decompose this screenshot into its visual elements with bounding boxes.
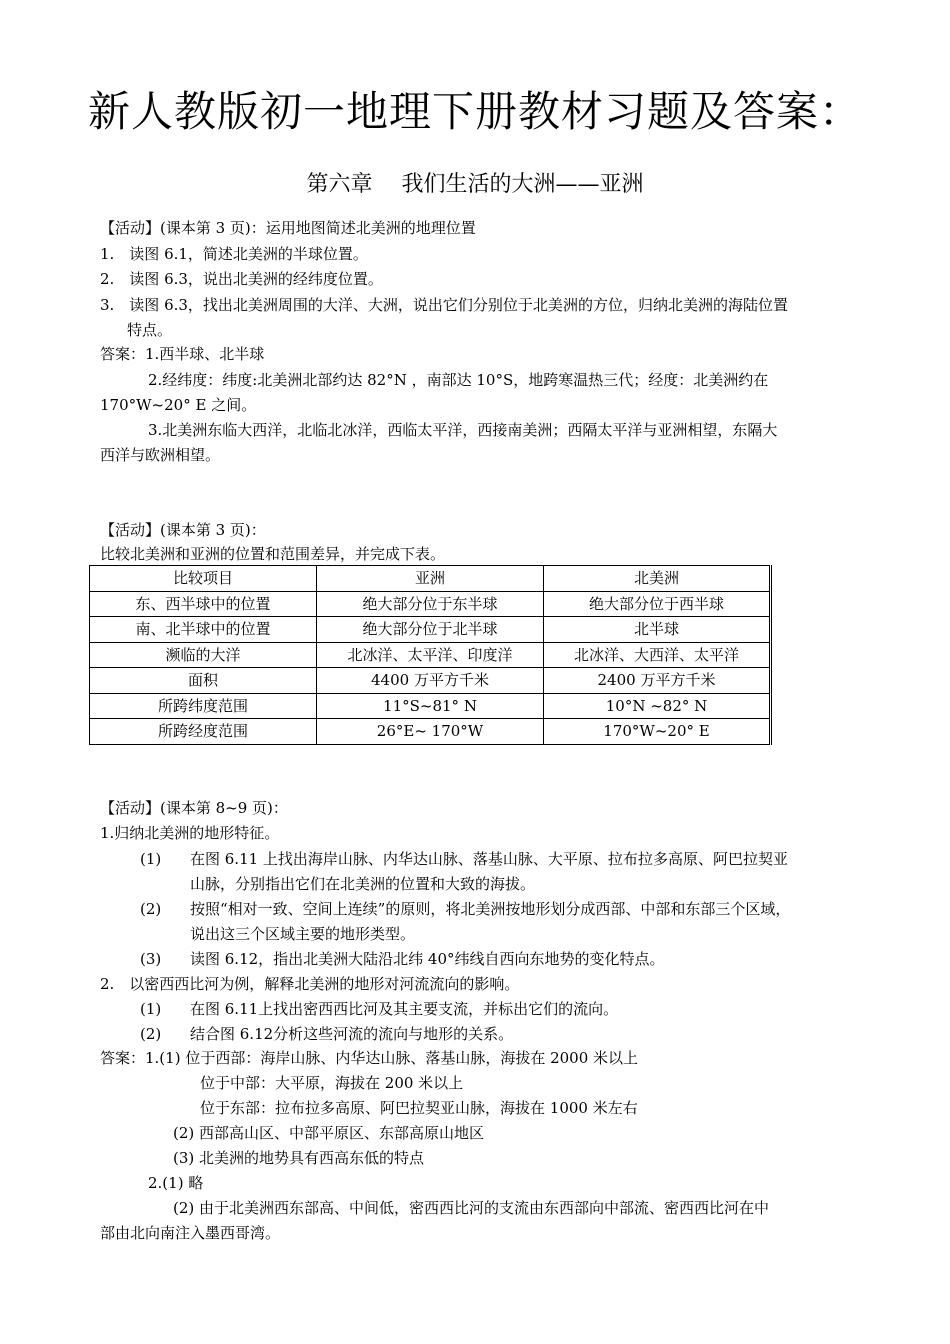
sub-question-2-2: 结合图 6.12分析这些河流的流向与地形的关系。 bbox=[190, 1025, 514, 1043]
table-cell: 北半球 bbox=[544, 617, 771, 643]
table-cell: 所跨经度范围 bbox=[90, 719, 317, 745]
table-cell: 濒临的大洋 bbox=[90, 642, 317, 668]
table-cell: 2400 万平方千米 bbox=[544, 668, 771, 694]
table-header-cell: 比较项目 bbox=[90, 566, 317, 592]
question-1: 1.归纳北美洲的地形特征。 bbox=[100, 824, 280, 842]
table-row bbox=[90, 668, 771, 694]
sub-question-number: (1) bbox=[140, 850, 162, 868]
table-cell: 所跨纬度范围 bbox=[90, 693, 317, 719]
activity-heading-2: 【活动】(课本第 3 页)： bbox=[100, 521, 266, 539]
table-header-row bbox=[90, 566, 771, 592]
sub-question-1-1-continued: 山脉，分别指出它们在北美洲的位置和大致的海拔。 bbox=[190, 875, 536, 893]
table-header-cell: 亚洲 bbox=[317, 566, 544, 592]
answer-1: 答案：1.西半球、北半球 bbox=[100, 345, 265, 363]
table-cell: 4400 万平方千米 bbox=[317, 668, 544, 694]
table-cell: 面积 bbox=[90, 668, 317, 694]
sub-question-1-3: 读图 6.12，指出北美洲大陆沿北纬 40°纬线自西向东地势的变化特点。 bbox=[190, 950, 665, 968]
table-row bbox=[90, 719, 771, 745]
activity-heading-3: 【活动】(课本第 8~9 页)： bbox=[100, 799, 288, 817]
question-2: 2. 读图 6.3，说出北美洲的经纬度位置。 bbox=[100, 270, 383, 288]
table-cell: 绝大部分位于西半球 bbox=[544, 591, 771, 617]
answer-1: 答案：1.(1) 位于西部：海岸山脉、内华达山脉、落基山脉，海拔在 2000 米以上 bbox=[100, 1049, 639, 1067]
table-intro: 比较北美洲和亚洲的位置和范围差异，并完成下表。 bbox=[100, 545, 446, 563]
comparison-table bbox=[89, 565, 772, 745]
table-cell: 北冰洋、太平洋、印度洋 bbox=[317, 642, 544, 668]
answer-3-continued: 西洋与欧洲相望。 bbox=[100, 446, 221, 464]
sub-question-1-2-continued: 说出这三个区域主要的地形类型。 bbox=[190, 925, 416, 943]
table-cell: 北冰洋、大西洋、太平洋 bbox=[544, 642, 771, 668]
answer-2-2-continued: 部由北向南注入墨西哥湾。 bbox=[100, 1224, 281, 1242]
table-cell: 绝大部分位于北半球 bbox=[317, 617, 544, 643]
sub-question-number: (3) bbox=[140, 950, 162, 968]
question-2: 2. 以密西西比河为例，解释北美洲的地形对河流流向的影响。 bbox=[100, 975, 520, 993]
answer-2-2: (2) 由于北美洲西东部高、中间低，密西西比河的支流由东西部向中部流、密西西比河在中 bbox=[173, 1199, 770, 1217]
chapter-heading: 第六章 我们生活的大洲——亚洲 bbox=[306, 172, 644, 197]
table-row bbox=[90, 617, 771, 643]
table-cell: 绝大部分位于东半球 bbox=[317, 591, 544, 617]
activity-heading-1: 【活动】(课本第 3 页)：运用地图简述北美洲的地理位置 bbox=[100, 219, 476, 237]
table-cell: 11°S~81° N bbox=[317, 693, 544, 719]
answer-1-3: (3) 北美洲的地势具有西高东低的特点 bbox=[173, 1149, 425, 1167]
table-cell: 东、西半球中的位置 bbox=[90, 591, 317, 617]
table-header-cell: 北美洲 bbox=[544, 566, 771, 592]
table-cell: 10°N ~82° N bbox=[544, 693, 771, 719]
table-row bbox=[90, 591, 771, 617]
answer-2-continued: 170°W~20° E 之间。 bbox=[100, 396, 257, 414]
answer-2: 2.经纬度：纬度:北美洲北部约达 82°N ，南部达 10°S，地跨寒温热三代；经度：北美洲约在 bbox=[148, 371, 769, 389]
question-1: 1. 读图 6.1，简述北美洲的半球位置。 bbox=[100, 245, 368, 263]
answer-1-2: (2) 西部高山区、中部平原区、东部高原山地区 bbox=[173, 1124, 485, 1142]
sub-question-number: (2) bbox=[140, 900, 162, 918]
sub-question-number: (2) bbox=[140, 1025, 162, 1043]
table-row bbox=[90, 693, 771, 719]
table-row bbox=[90, 642, 771, 668]
sub-question-1-1: 在图 6.11 上找出海岸山脉、内华达山脉、落基山脉、大平原、拉布拉多高原、阿巴拉契亚 bbox=[190, 850, 788, 868]
table-cell: 170°W~20° E bbox=[544, 719, 771, 745]
table-cell: 南、北半球中的位置 bbox=[90, 617, 317, 643]
answer-1-mid: 位于中部：大平原，海拔在 200 米以上 bbox=[200, 1074, 464, 1092]
sub-question-number: (1) bbox=[140, 1000, 162, 1018]
table-cell: 26°E~ 170°W bbox=[317, 719, 544, 745]
question-3: 3. 读图 6.3，找出北美洲周围的大洋、大洲，说出它们分别位于北美洲的方位，归纳北美洲的海陆位置 bbox=[100, 296, 788, 314]
answer-3: 3.北美洲东临大西洋，北临北冰洋，西临太平洋，西接南美洲；西隔太平洋与亚洲相望，东隔大 bbox=[148, 421, 778, 439]
answer-1-east: 位于东部：拉布拉多高原、阿巴拉契亚山脉，海拔在 1000 米左右 bbox=[200, 1099, 638, 1117]
sub-question-2-1: 在图 6.11上找出密西西比河及其主要支流，并标出它们的流向。 bbox=[190, 1000, 619, 1018]
question-3-continued: 特点。 bbox=[127, 321, 173, 339]
answer-2-1: 2.(1) 略 bbox=[148, 1174, 204, 1192]
sub-question-1-2: 按照“相对一致、空间上连续”的原则，将北美洲按地形划分成西部、中部和东部三个区域， bbox=[190, 900, 791, 918]
document-title: 新人教版初一地理下册教材习题及答案： bbox=[87, 87, 862, 136]
